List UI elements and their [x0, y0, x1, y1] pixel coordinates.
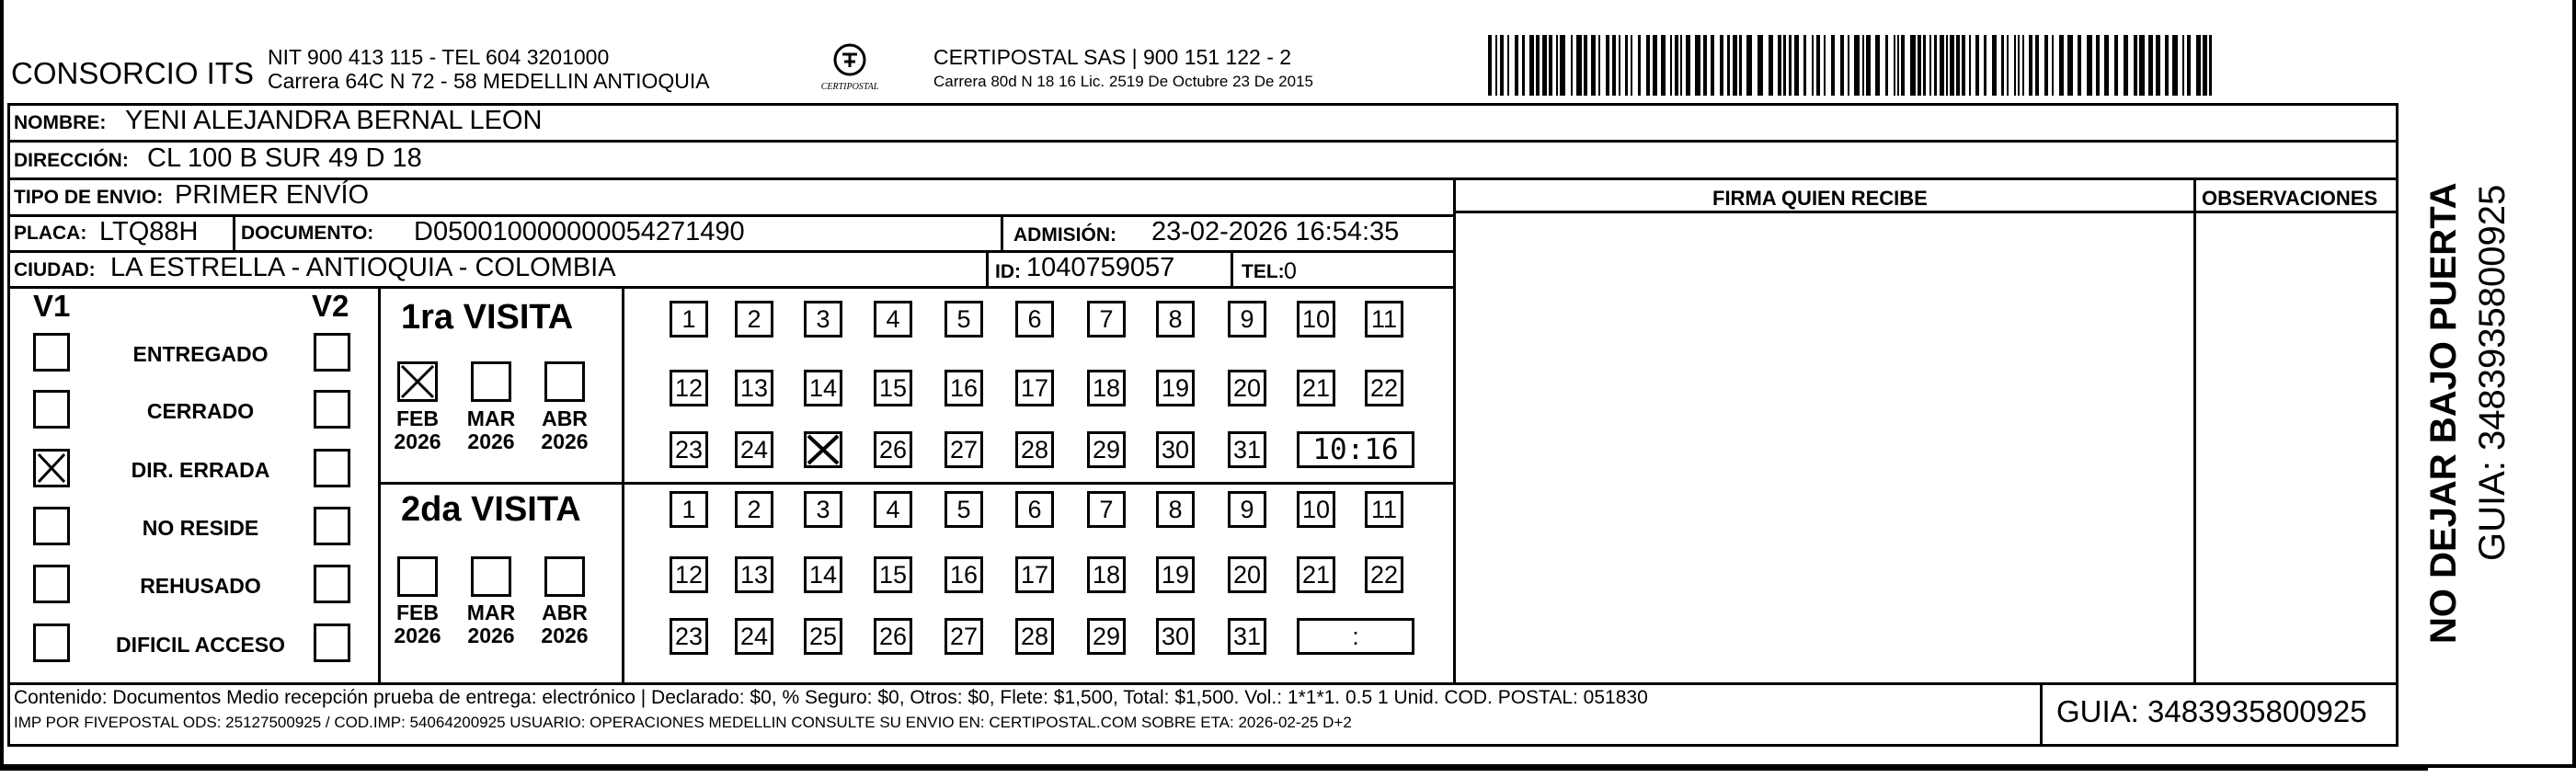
time-box[interactable]: : — [1297, 618, 1414, 655]
nombre-label: NOMBRE: — [14, 112, 107, 133]
day-box[interactable]: 11 — [1365, 301, 1403, 338]
day-box[interactable]: 6 — [1015, 301, 1054, 338]
barcode-bar — [1488, 35, 1492, 96]
day-box[interactable]: 31 — [1228, 431, 1266, 468]
v1-checkbox[interactable] — [33, 390, 70, 429]
v1-checkbox[interactable] — [33, 624, 70, 662]
rule — [233, 214, 235, 251]
barcode-bar — [2001, 35, 2004, 96]
visit1-title: 1ra VISITA — [401, 298, 574, 337]
barcode-bar — [1923, 35, 1926, 96]
day-box[interactable]: 5 — [945, 491, 983, 528]
barcode-bar — [1675, 35, 1678, 96]
no-dejar-text: NO DEJAR BAJO PUERTA — [2423, 182, 2464, 644]
barcode-bar — [2203, 35, 2207, 96]
rule — [1231, 250, 1233, 287]
firma-label: FIRMA QUIEN RECIBE — [1712, 187, 1928, 210]
barcode-bar — [1536, 35, 1540, 96]
day-box[interactable]: 24 — [735, 618, 773, 655]
day-box[interactable]: 7 — [1087, 491, 1126, 528]
guia-box: GUIA: 3483935800925 — [2056, 694, 2367, 728]
day-box[interactable]: 30 — [1156, 431, 1195, 468]
day-box[interactable]: 12 — [670, 370, 708, 406]
day-box[interactable]: 18 — [1087, 556, 1126, 593]
barcode-bar — [1848, 35, 1849, 96]
day-box[interactable]: 10 — [1297, 301, 1335, 338]
v2-checkbox[interactable] — [314, 333, 350, 372]
barcode-bar — [1670, 35, 1672, 96]
barcode-bar — [1946, 35, 1948, 96]
rule — [378, 482, 1456, 485]
barcode-bar — [1956, 35, 1960, 96]
barcode-bar — [2078, 35, 2081, 96]
v2-checkbox[interactable] — [314, 565, 350, 603]
logo-text: CERTIPOSTAL — [820, 82, 879, 92]
barcode-bar — [1711, 35, 1714, 96]
barcode-bar — [2044, 35, 2048, 96]
day-box[interactable]: 28 — [1015, 431, 1054, 468]
rule — [2193, 177, 2196, 684]
day-box[interactable]: 29 — [1087, 431, 1126, 468]
day-box[interactable]: 8 — [1156, 301, 1195, 338]
x-mark-icon — [807, 434, 840, 465]
day-box[interactable] — [804, 431, 842, 468]
barcode-bar — [1894, 35, 1895, 96]
barcode-bar — [2196, 35, 2201, 96]
v2-checkbox[interactable] — [314, 507, 350, 545]
rule — [1001, 214, 1003, 251]
day-box[interactable]: 16 — [945, 370, 983, 406]
tipo-label: TIPO DE ENVIO: — [14, 187, 164, 208]
barcode-bar — [1950, 35, 1954, 96]
day-box[interactable]: 7 — [1087, 301, 1126, 338]
rule — [7, 103, 10, 747]
day-box[interactable]: 27 — [945, 618, 983, 655]
barcode-bar — [2022, 35, 2024, 96]
day-box[interactable]: 17 — [1015, 370, 1054, 406]
barcode-bar — [1831, 35, 1835, 96]
month-label: MAR 2026 — [466, 601, 516, 647]
day-box[interactable]: 1 — [670, 301, 708, 338]
barcode-bar — [2165, 35, 2169, 96]
barcode-bar — [2029, 35, 2032, 96]
barcode-bar — [1769, 35, 1773, 96]
barcode-bar — [1969, 35, 1971, 96]
admision-value: 23-02-2026 16:54:35 — [1151, 217, 1400, 246]
certipostal-logo — [806, 41, 894, 97]
v1-checkbox[interactable] — [33, 449, 70, 487]
status-label: NO RESIDE — [142, 516, 259, 540]
contenido-line: Contenido: Documentos Medio recepción prueba de entrega: electrónico | Declarado: $0, % Seguro: $0, Otros: $0, Flete: $1,500, Total: $1,500. Vol.: 1*1*1. 0.5 1 Unid. COD. POSTAL: 051830 — [14, 687, 1648, 708]
barcode-bar — [1500, 35, 1504, 96]
day-box[interactable]: 13 — [735, 556, 773, 593]
barcode-bar — [1703, 35, 1707, 96]
day-box[interactable]: 3 — [804, 301, 842, 338]
barcode-bar — [1686, 35, 1690, 96]
barcode-bar — [2007, 35, 2009, 96]
barcode-bar — [1862, 35, 1864, 96]
day-box[interactable]: 22 — [1365, 556, 1403, 593]
day-box[interactable]: 31 — [1228, 618, 1266, 655]
day-box[interactable]: 3 — [804, 491, 842, 528]
barcode-bar — [1824, 35, 1826, 96]
rule — [378, 286, 381, 684]
month-checkbox[interactable] — [471, 556, 511, 597]
barcode-bar — [1866, 35, 1871, 96]
rule — [1453, 177, 1456, 684]
day-box[interactable]: 4 — [874, 491, 912, 528]
month-label: MAR 2026 — [466, 406, 516, 453]
day-box[interactable]: 23 — [670, 431, 708, 468]
barcode-bar — [1757, 35, 1763, 96]
month-checkbox[interactable] — [397, 361, 438, 402]
rule — [1453, 211, 2399, 213]
barcode-bar — [1854, 35, 1860, 96]
bottom-edge — [0, 766, 2428, 771]
id-label: ID: — [995, 261, 1021, 282]
x-mark-icon — [400, 364, 435, 399]
barcode-bar — [1789, 35, 1792, 96]
barcode-bar — [1584, 35, 1587, 96]
barcode-bar — [2139, 35, 2145, 96]
barcode-bar — [1778, 35, 1781, 96]
admision-label: ADMISIÓN: — [1013, 224, 1116, 246]
status-label: DIFICIL ACCESO — [115, 633, 285, 657]
barcode-icon — [1488, 35, 2219, 96]
barcode-bar — [2182, 35, 2184, 96]
documento-value: D050010000000054271490 — [414, 217, 745, 246]
nit-line: NIT 900 413 115 - TEL 604 3201000 — [268, 45, 610, 69]
day-box[interactable]: 12 — [670, 556, 708, 593]
placa-label: PLACA: — [14, 223, 87, 244]
barcode-bar — [1612, 35, 1616, 96]
barcode-bar — [2096, 35, 2100, 96]
barcode-bar — [1910, 35, 1916, 96]
id-value: 1040759057 — [1026, 253, 1175, 282]
status-label: DIR. ERRADA — [131, 458, 270, 482]
certi-line2: Carrera 80d N 18 16 Lic. 2519 De Octubre 23 De 2015 — [933, 73, 1313, 90]
x-mark-icon — [36, 452, 67, 485]
barcode-bar — [2059, 35, 2064, 96]
barcode-bar — [1591, 35, 1596, 96]
barcode-bar — [1897, 35, 1899, 96]
barcode-bar — [1962, 35, 1965, 96]
month-label: FEB 2026 — [394, 406, 441, 453]
barcode-bar — [2018, 35, 2020, 96]
barcode-bar — [2124, 35, 2128, 96]
certi-line1: CERTIPOSTAL SAS | 900 151 122 - 2 — [933, 45, 1292, 69]
rule — [2040, 682, 2043, 745]
v1-checkbox[interactable] — [33, 507, 70, 545]
v1-label: V1 — [33, 289, 71, 323]
barcode-bar — [1606, 35, 1609, 96]
certipostal-logo-icon — [806, 41, 894, 97]
documento-label: DOCUMENTO: — [241, 223, 374, 244]
barcode-bar — [1901, 35, 1905, 96]
day-box[interactable]: 27 — [945, 431, 983, 468]
month-label: ABR 2026 — [541, 601, 589, 647]
day-box[interactable]: 19 — [1156, 370, 1195, 406]
status-label: ENTREGADO — [132, 342, 269, 366]
rule — [986, 250, 989, 287]
imp-line: IMP POR FIVEPOSTAL ODS: 25127500925 / COD.IMP: 54064200925 USUARIO: OPERACIONES MEDELLIN CONSULTE SU ENVIO EN: CERTIPOSTAL.COM SOBRE ETA: 2026-02-25 D+2 — [14, 714, 1352, 731]
day-box[interactable]: 29 — [1087, 618, 1126, 655]
day-box[interactable]: 9 — [1228, 301, 1266, 338]
day-box[interactable]: 4 — [874, 301, 912, 338]
barcode-bar — [1840, 35, 1844, 96]
barcode-bar — [1695, 35, 1700, 96]
barcode-bar — [1571, 35, 1573, 96]
barcode-bar — [1875, 35, 1880, 96]
day-box[interactable]: 22 — [1365, 370, 1403, 406]
placa-value: LTQ88H — [99, 217, 199, 246]
day-box[interactable]: 23 — [670, 618, 708, 655]
barcode-bar — [1929, 35, 1931, 96]
barcode-bar — [2035, 35, 2039, 96]
barcode-bar — [1638, 35, 1641, 96]
barcode-bar — [1783, 35, 1786, 96]
barcode-bar — [1522, 35, 1525, 96]
barcode-bar — [2014, 35, 2016, 96]
tel-label: TEL: — [1242, 261, 1285, 282]
barcode-bar — [2052, 35, 2054, 96]
day-box[interactable]: 25 — [804, 618, 842, 655]
company-name: CONSORCIO ITS — [11, 56, 255, 90]
rule — [7, 286, 1456, 289]
barcode-bar — [2148, 35, 2153, 96]
v2-label: V2 — [312, 289, 349, 323]
status-label: REHUSADO — [140, 574, 261, 598]
day-box[interactable]: 20 — [1228, 370, 1266, 406]
barcode-bar — [2114, 35, 2118, 96]
ciudad-label: CIUDAD: — [14, 259, 96, 280]
day-box[interactable]: 21 — [1297, 370, 1335, 406]
barcode-bar — [1733, 35, 1737, 96]
barcode-bar — [1495, 35, 1497, 96]
barcode-bar — [1556, 35, 1558, 96]
observaciones-label: OBSERVACIONES — [2202, 187, 2378, 210]
barcode-bar — [1794, 35, 1799, 96]
barcode-bar — [2172, 35, 2178, 96]
barcode-bar — [1653, 35, 1657, 96]
day-box[interactable]: 26 — [874, 618, 912, 655]
v2-checkbox[interactable] — [314, 449, 350, 487]
day-box[interactable]: 28 — [1015, 618, 1054, 655]
barcode-bar — [1885, 35, 1888, 96]
barcode-bar — [1598, 35, 1600, 96]
rule — [2396, 103, 2399, 747]
day-box[interactable]: 14 — [804, 556, 842, 593]
barcode-bar — [2209, 35, 2212, 96]
barcode-bar — [1803, 35, 1806, 96]
barcode-bar — [1746, 35, 1752, 96]
day-box[interactable]: 6 — [1015, 491, 1054, 528]
barcode-bar — [2067, 35, 2073, 96]
rule — [622, 286, 624, 684]
month-checkbox[interactable] — [471, 361, 511, 402]
month-checkbox[interactable] — [397, 556, 438, 597]
barcode-bar — [1992, 35, 1997, 96]
barcode-bar — [1515, 35, 1518, 96]
barcode-bar — [1646, 35, 1650, 96]
day-box[interactable]: 26 — [874, 431, 912, 468]
barcode-bar — [1934, 35, 1937, 96]
day-box[interactable]: 11 — [1365, 491, 1403, 528]
day-box[interactable]: 20 — [1228, 556, 1266, 593]
barcode-bar — [1918, 35, 1921, 96]
day-box[interactable]: 8 — [1156, 491, 1195, 528]
day-box[interactable]: 16 — [945, 556, 983, 593]
barcode-bar — [2104, 35, 2109, 96]
day-box[interactable]: 18 — [1087, 370, 1126, 406]
day-box[interactable]: 14 — [804, 370, 842, 406]
day-box[interactable]: 2 — [735, 301, 773, 338]
day-box[interactable]: 30 — [1156, 618, 1195, 655]
day-box[interactable]: 17 — [1015, 556, 1054, 593]
v1-checkbox[interactable] — [33, 565, 70, 603]
rule — [7, 140, 2399, 143]
nombre-value: YENI ALEJANDRA BERNAL LEON — [125, 106, 543, 135]
month-checkbox[interactable] — [544, 556, 585, 597]
v2-checkbox[interactable] — [314, 390, 350, 429]
barcode-bar — [1631, 35, 1632, 96]
barcode-bar — [1812, 35, 1814, 96]
barcode-bar — [1507, 35, 1509, 96]
barcode-bar — [1739, 35, 1742, 96]
v2-checkbox[interactable] — [314, 624, 350, 662]
month-checkbox[interactable] — [544, 361, 585, 402]
barcode-bar — [1720, 35, 1723, 96]
side-guia-text: GUIA: 3483935800925 — [2472, 184, 2513, 561]
day-box[interactable]: 5 — [945, 301, 983, 338]
barcode-bar — [1619, 35, 1620, 96]
barcode-bar — [1560, 35, 1565, 96]
day-box[interactable]: 24 — [735, 431, 773, 468]
barcode-bar — [1816, 35, 1820, 96]
day-box[interactable]: 2 — [735, 491, 773, 528]
barcode-bar — [1975, 35, 1979, 96]
barcode-bar — [1984, 35, 1986, 96]
barcode-bar — [1727, 35, 1730, 96]
day-box[interactable]: 15 — [874, 370, 912, 406]
direccion-value: CL 100 B SUR 49 D 18 — [147, 143, 422, 173]
month-label: FEB 2026 — [394, 601, 441, 647]
day-box[interactable]: 9 — [1228, 491, 1266, 528]
month-label: ABR 2026 — [541, 406, 589, 453]
address-line: Carrera 64C N 72 - 58 MEDELLIN ANTIOQUIA — [268, 69, 710, 93]
barcode-bar — [1576, 35, 1582, 96]
visit2-title: 2da VISITA — [401, 490, 581, 529]
barcode-bar — [1680, 35, 1682, 96]
day-box[interactable]: 1 — [670, 491, 708, 528]
day-box[interactable]: 10 — [1297, 491, 1335, 528]
barcode-bar — [1625, 35, 1628, 96]
day-box[interactable]: 13 — [735, 370, 773, 406]
barcode-bar — [1661, 35, 1666, 96]
time-box[interactable]: 10:16 — [1297, 431, 1414, 468]
day-box[interactable]: 19 — [1156, 556, 1195, 593]
day-box[interactable]: 15 — [874, 556, 912, 593]
tel-value: 0 — [1284, 258, 1297, 284]
day-box[interactable]: 21 — [1297, 556, 1335, 593]
barcode-bar — [2087, 35, 2092, 96]
barcode-bar — [1549, 35, 1552, 96]
barcode-bar — [1529, 35, 1534, 96]
barcode-bar — [1940, 35, 1944, 96]
ciudad-value: LA ESTRELLA - ANTIOQUIA - COLOMBIA — [110, 253, 616, 282]
barcode-bar — [2187, 35, 2191, 96]
barcode-bar — [2156, 35, 2160, 96]
v1-checkbox[interactable] — [33, 333, 70, 372]
status-label: CERRADO — [146, 399, 255, 423]
barcode-bar — [1542, 35, 1547, 96]
direccion-label: DIRECCIÓN: — [14, 150, 129, 171]
tipo-value: PRIMER ENVÍO — [175, 180, 370, 210]
barcode-bar — [2134, 35, 2137, 96]
